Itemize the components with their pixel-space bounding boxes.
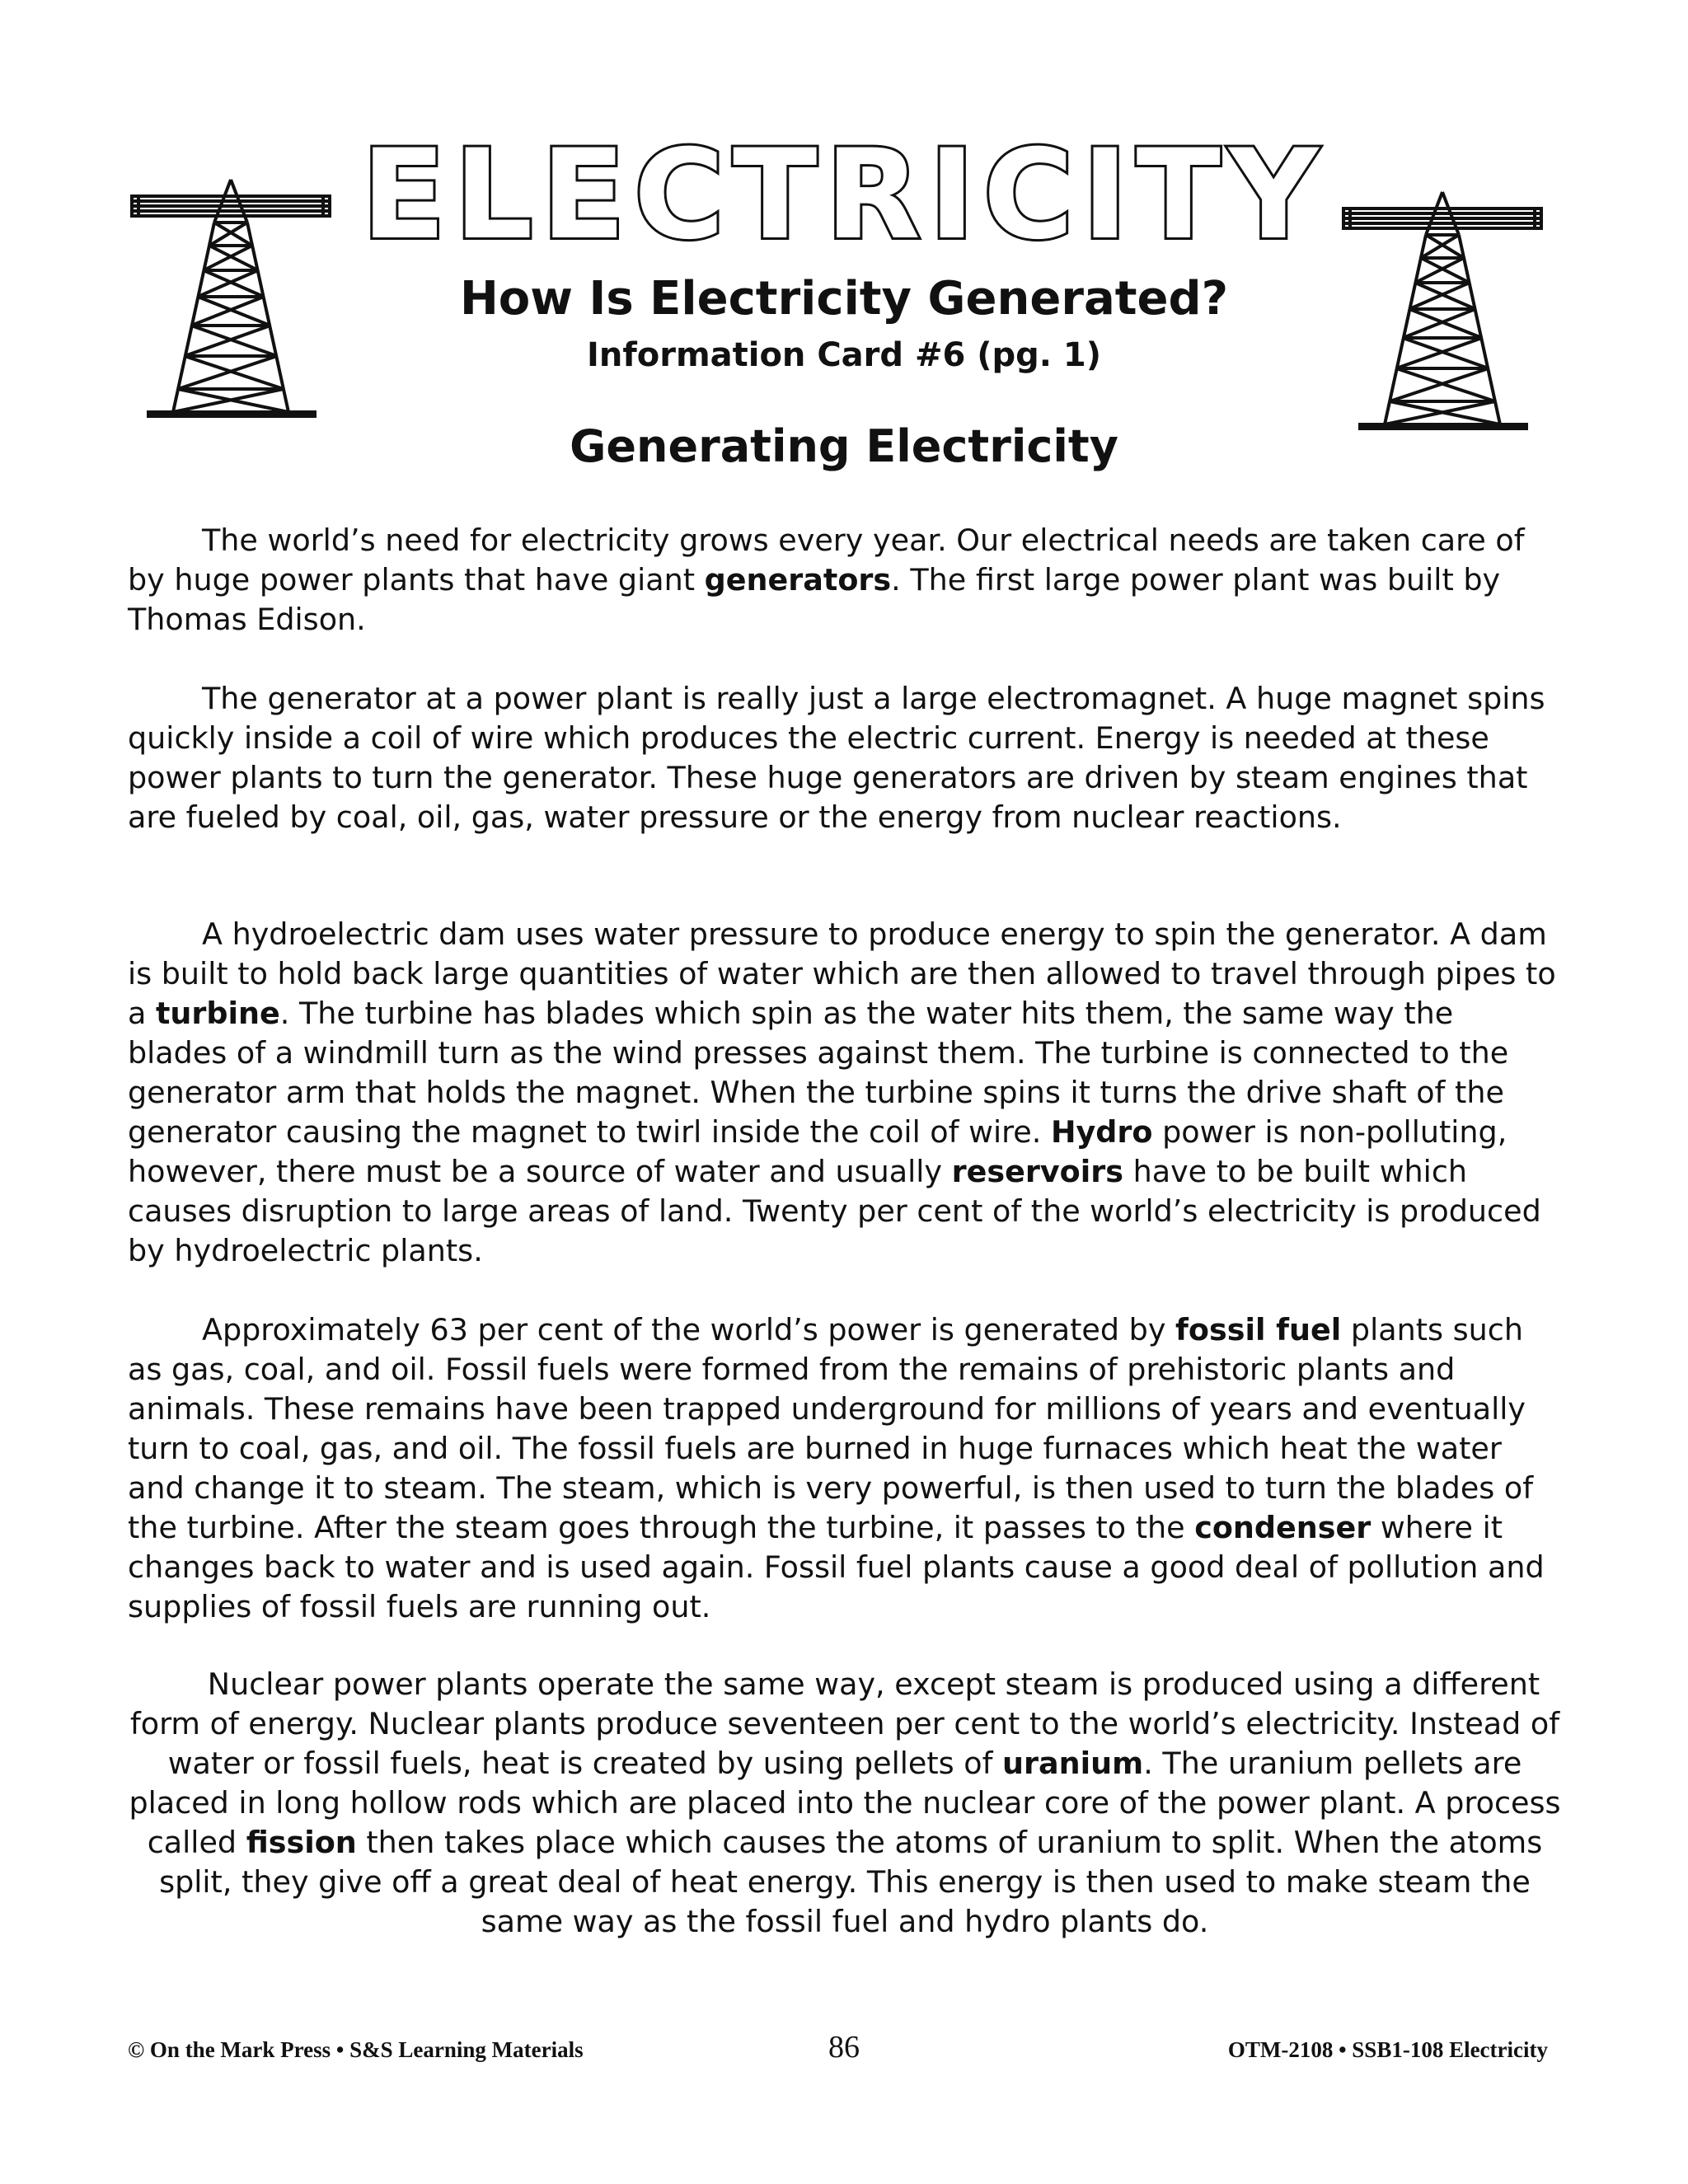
text-run: power is non-polluting, however, there must be a source of water and usually <box>128 1114 1507 1189</box>
card-label: Information Card #6 (pg. 1) <box>586 336 1102 374</box>
key-term: fossil fuel <box>1175 1312 1342 1347</box>
paragraph-1 <box>128 521 1562 640</box>
page-number: 86 <box>828 2030 860 2064</box>
section-heading: Generating Electricity <box>570 420 1118 472</box>
text-run: The world’s need for electricity grows every year. Our electrical needs are taken care of by huge power plants that have giant <box>128 523 1525 598</box>
paragraph-5 <box>128 1665 1562 1942</box>
key-term: generators <box>704 562 892 598</box>
text-run: Nuclear power plants operate the same way, except steam is produced using a different form of energy. Nuclear plants produce seventeen per cent to the world’s electricity. Instead of water or fossil fuels, heat is created by using pellets of <box>129 1666 1560 1781</box>
text-run: Approximately 63 per cent of the world’s power is generated by <box>202 1312 1176 1347</box>
footer-product-code: OTM-2108 • SSB1-108 Electricity <box>1227 2037 1548 2062</box>
page-title: ELECTRICITY <box>361 124 1327 267</box>
text-run: where it changes back to water and is used again. Fossil fuel plants cause a good deal of pollution and supplies of fossil fuels are running out. <box>128 1510 1545 1624</box>
key-term: reservoirs <box>951 1154 1123 1189</box>
text-run: then takes place which causes the atoms of uranium to split. When the atoms split, they give off a great deal of heat energy. This energy is then used to make steam the same way as the fossil fuel and hydro plants do. <box>159 1825 1543 1939</box>
paragraph-4 <box>128 1310 1562 1627</box>
text-run: . The uranium pellets are placed in long hollow rods which are placed into the nuclear core of the power plant. A process called <box>129 1746 1561 1860</box>
key-term: fission <box>246 1825 357 1860</box>
text-run: A hydroelectric dam uses water pressure to produce energy to spin the generator. A dam is built to hold back large quantities of water which are then allowed to travel through pipes to a <box>128 916 1556 1031</box>
key-term: turbine <box>155 996 280 1031</box>
subtitle: How Is Electricity Generated? <box>459 272 1229 326</box>
text-run: have to be built which causes disruption to large areas of land. Twenty per cent of the world’s electricity is produced by hydroelectric plants. <box>128 1154 1541 1268</box>
paragraph-2 <box>128 679 1562 837</box>
key-term: uranium <box>1002 1746 1144 1781</box>
key-term: Hydro <box>1050 1114 1153 1150</box>
text-run: . The first large power plant was built by Thomas Edison. <box>128 562 1501 637</box>
text-run: . The turbine has blades which spin as the water hits them, the same way the blades of a windmill turn as the wind presses against them. The turbine is connected to the generator arm that holds the magnet. When the turbine spins it turns the drive shaft of the generator causing the magnet to twirl inside the coil of wire. <box>128 996 1509 1150</box>
key-term: condenser <box>1194 1510 1372 1545</box>
text-run: plants such as gas, coal, and oil. Fossil fuels were formed from the remains of prehistoric plants and animals. These remains have been trapped underground for millions of years and eventually turn to coal, gas, and oil. The fossil fuels are burned in huge furnaces which heat the water and change it to steam. The steam, which is very powerful, is then used to turn the blades of the turbine. After the steam goes through the turbine, it passes to the <box>128 1312 1534 1545</box>
paragraph-3 <box>128 915 1562 1271</box>
footer-publisher: © On the Mark Press • S&S Learning Materials <box>128 2037 584 2062</box>
text-run: The generator at a power plant is really just a large electromagnet. A huge magnet spins quickly inside a coil of wire which produces the electric current. Energy is needed at these power plants to turn the generator. These huge generators are driven by steam engines that are fueled by coal, oil, gas, water pressure or the energy from nuclear reactions. <box>128 681 1545 835</box>
